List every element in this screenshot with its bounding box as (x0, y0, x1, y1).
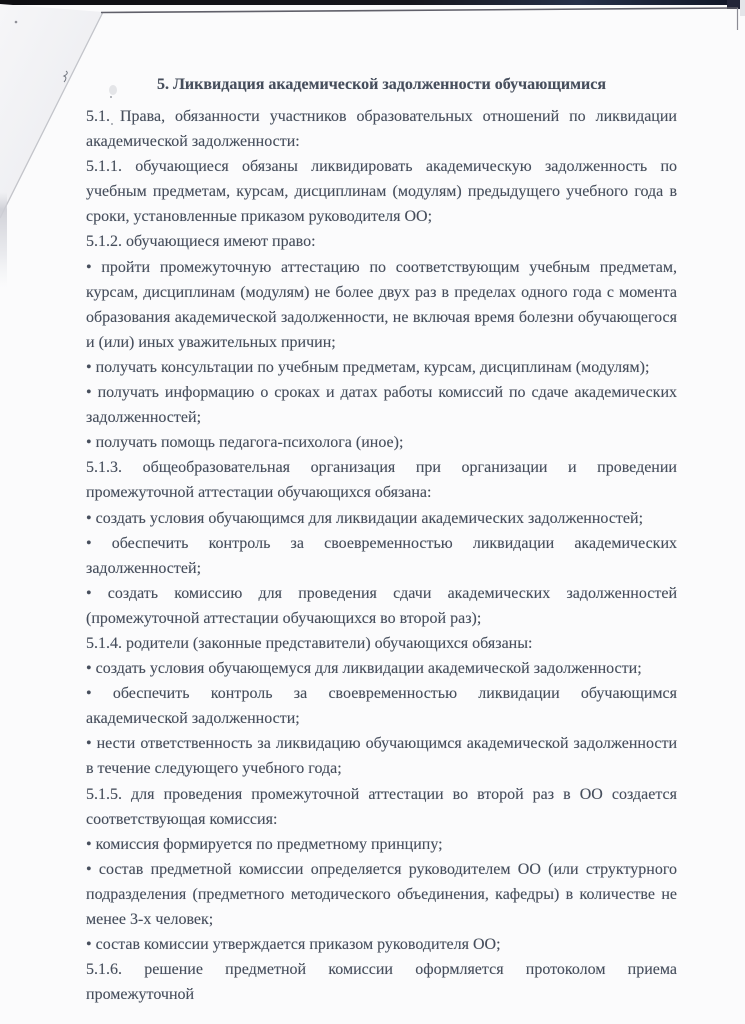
bullet-item: • комиссия формируется по предметному принципу; (86, 835, 443, 853)
bullet-item: • обеспечить контроль за своевременностью ликвидации академических задолженностей; (86, 534, 677, 577)
bullet-item: • создать условия обучающемуся для ликвидации академической задолженности; (86, 660, 642, 678)
document-body (86, 72, 677, 1007)
bullet-item: • получать консультации по учебным предметам, курсам, дисциплинам (модулям); (86, 358, 650, 376)
bullet-item: • состав предметной комиссии определяется руководителем ОО (или структурного подразделения (предметного методического объединения, кафедры) в количестве не менее 3-х человек; (86, 860, 677, 928)
paragraph-5-1-6: 5.1.6. решение предметной комиссии оформляется протоколом приема промежуточной (86, 961, 677, 1004)
left-edge-shadow (0, 192, 7, 288)
bullet-item: • состав комиссии утверждается приказом руководителя ОО; (86, 936, 501, 954)
paragraph-5-1-4: 5.1.4. родители (законные представители) обучающихся обязаны: (86, 634, 533, 652)
paragraph-5-1-2: 5.1.2. обучающиеся имеют право: (86, 233, 316, 251)
bullet-item: • получать информацию о сроках и датах работы комиссий по сдаче академических задолженностей; (86, 384, 677, 427)
bullet-item: • создать комиссию для проведения сдачи академических задолженностей (промежуточной аттестации обучающихся во второй раз); (86, 584, 677, 627)
paper-top-edge-line (101, 8, 738, 13)
bullet-item: • получать помощь педагога-психолога (иное); (86, 434, 404, 452)
paragraph-5-1: 5.1. Права, обязанности участников образовательных отношений по ликвидации академической задолженности: (86, 108, 677, 151)
bullet-item: • обеспечить контроль за своевременностью ликвидации обучающимся академической задолженности; (86, 685, 677, 728)
paragraph-5-1-1: 5.1.1. обучающиеся обязаны ликвидировать академическую задолженность по учебным предметам, курсам, дисциплинам (модулям) предыдущего учебного года в сроки, установленные приказом руководителя ОО; (86, 158, 677, 226)
scan-speck (15, 21, 18, 24)
document-title: 5. Ликвидация академической задолженности обучающимися (157, 76, 606, 93)
paragraph-5-1-3: 5.1.3. общеобразовательная организация при организации и проведении промежуточной аттестации обучающихся обязана: (86, 459, 677, 502)
paragraph-5-1-5: 5.1.5. для проведения промежуточной аттестации во второй раз в ОО создается соответствующая комиссия: (86, 785, 677, 828)
bullet-item: • нести ответственность за ликвидацию обучающимся академической задолженности в течение следующего учебного года; (86, 735, 677, 778)
bullet-item: • пройти промежуточную аттестацию по соответствующим учебным предметам, курсам, дисциплинам (модулям) не более двух раз в пределах одного года с момента образования академической задолженности, не включая время болезни обучающегося и (или) иных уважительных причин; (86, 258, 677, 351)
bullet-item: • создать условия обучающимся для ликвидации академических задолженностей; (86, 509, 644, 527)
